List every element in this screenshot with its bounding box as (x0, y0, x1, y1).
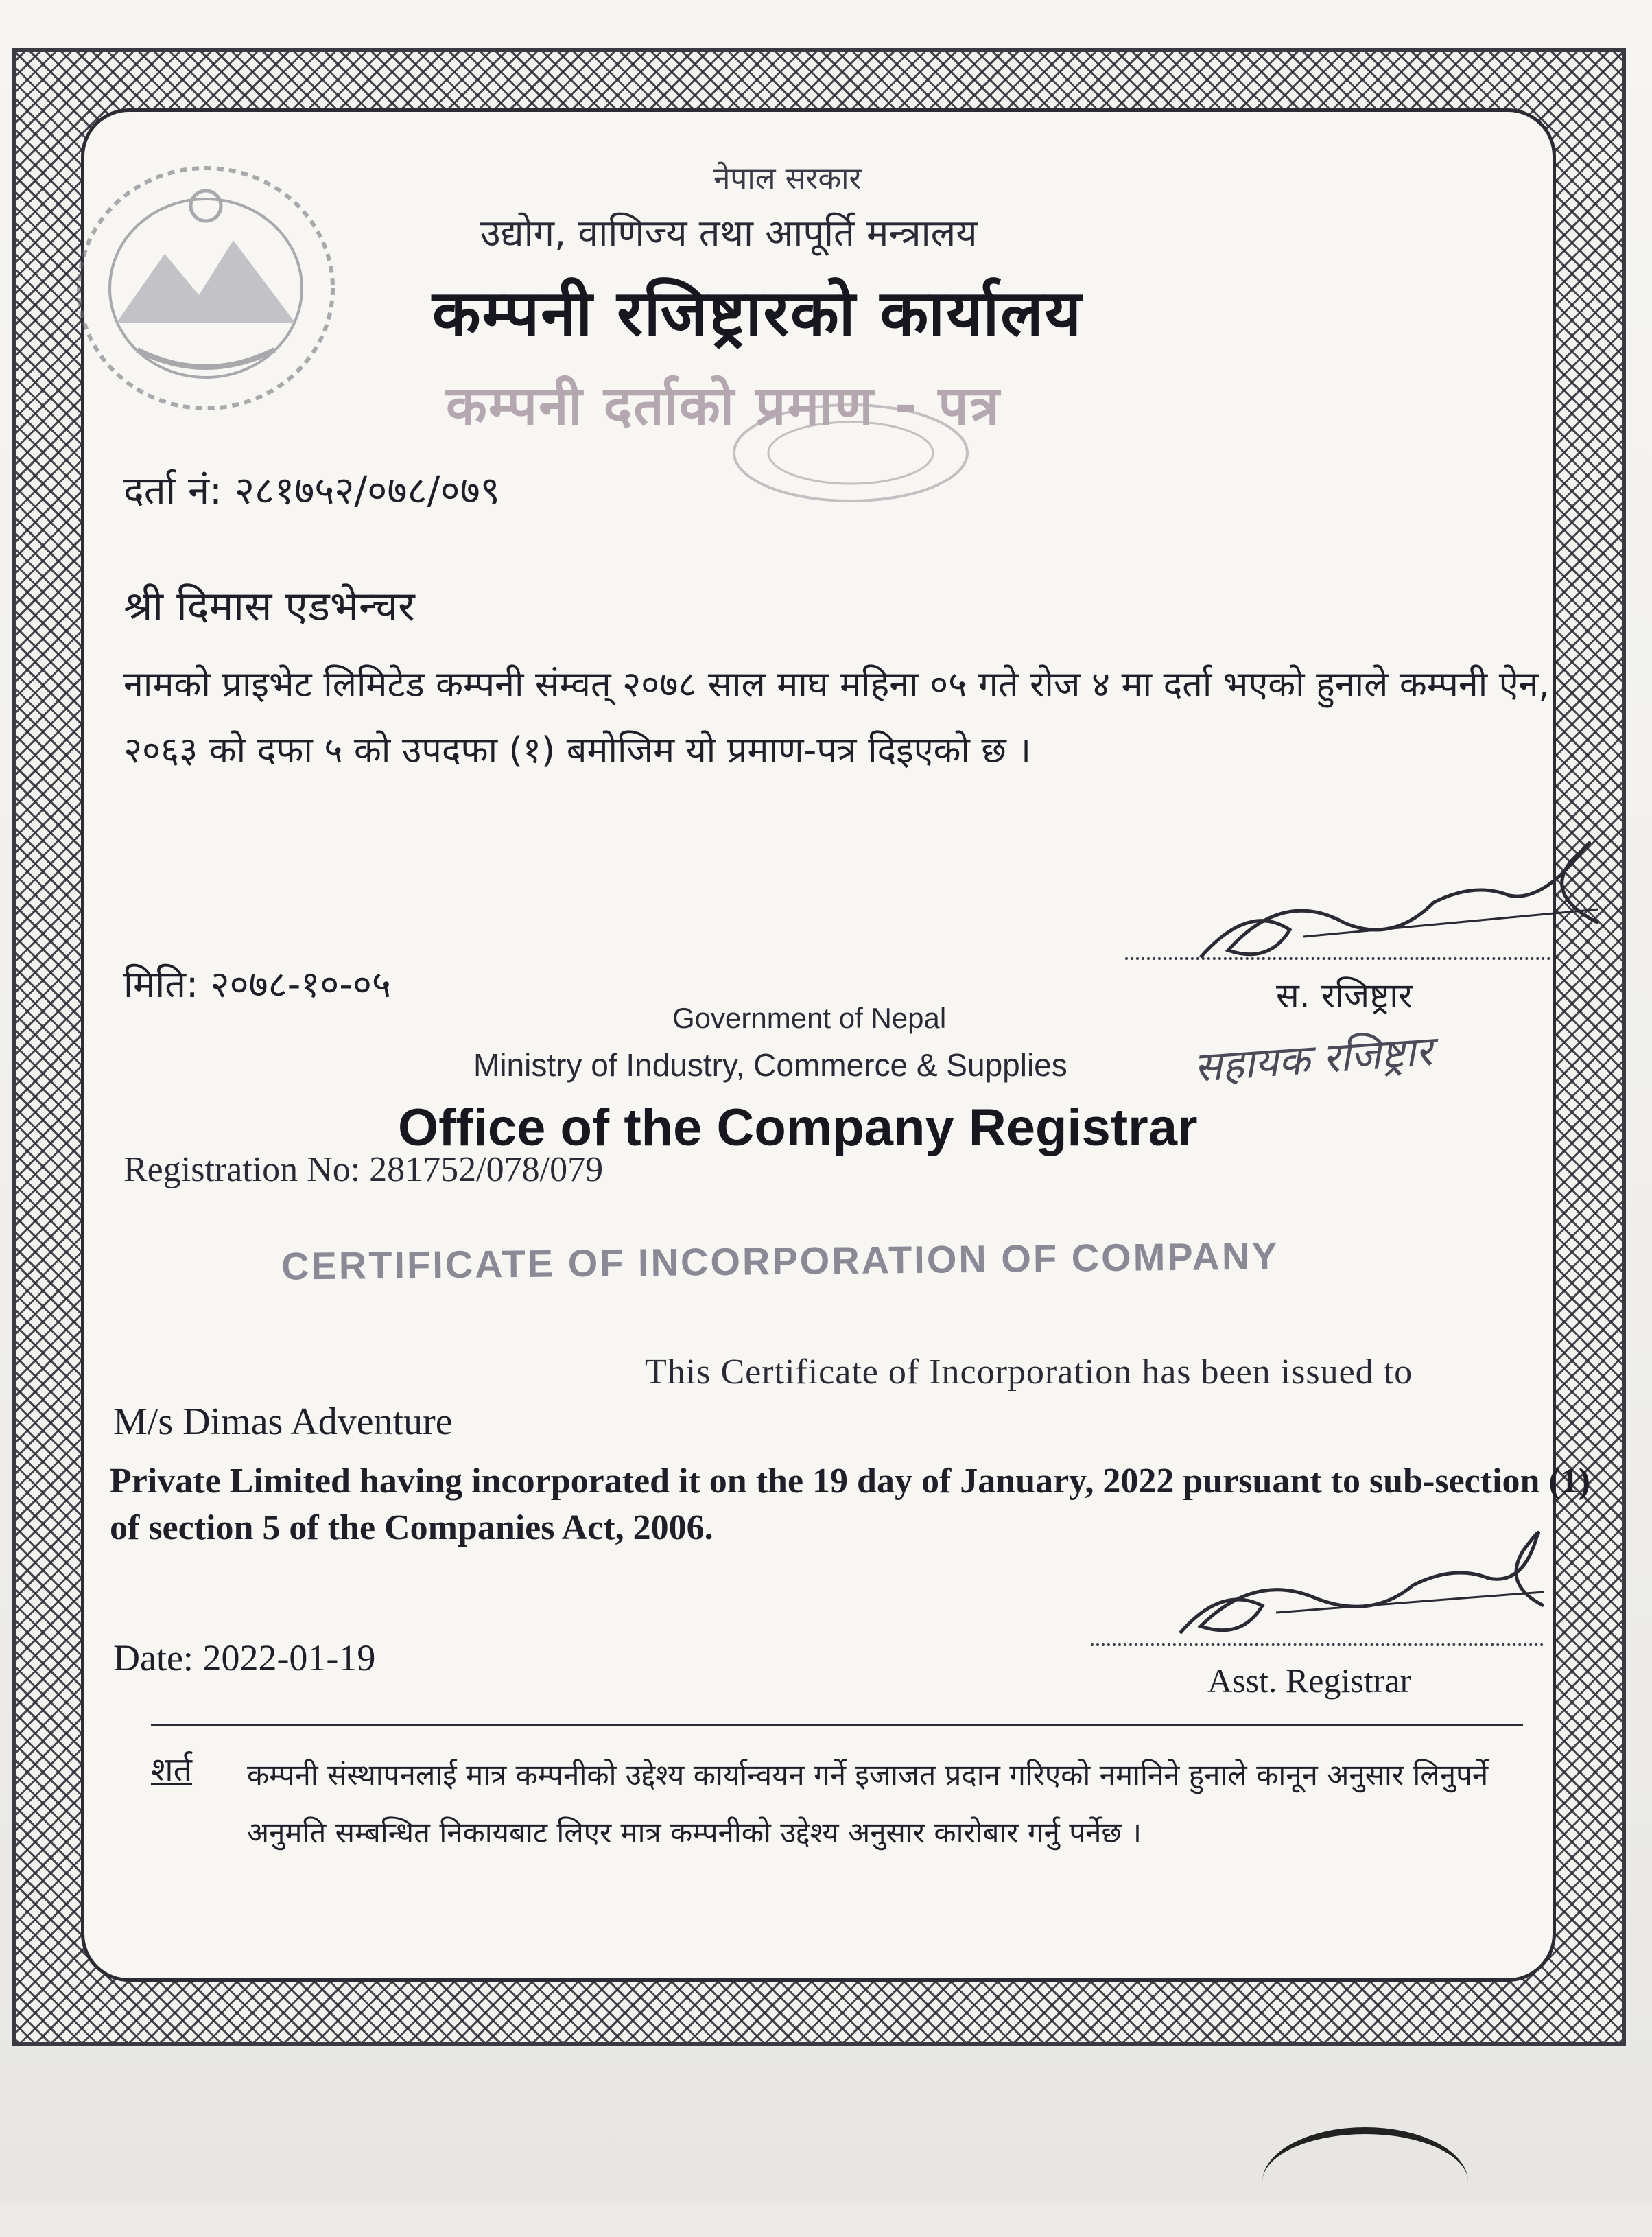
company-name-en: M/s Dimas Adventure (113, 1401, 453, 1443)
page-corner-shadow (1262, 2127, 1468, 2237)
registrar-signature-np (1187, 820, 1612, 985)
condition-label: शर्त (151, 1750, 193, 1789)
issue-date-en: Date: 2022-01-19 (113, 1637, 376, 1678)
company-name-np: श्री दिमास एडभेन्चर (123, 583, 415, 631)
registration-number-en: Registration No: 281752/078/079 (123, 1150, 604, 1189)
office-title-np: कम्पनी रजिष्ट्रारको कार्यालय (432, 277, 1083, 350)
certificate-title-en: CERTIFICATE OF INCORPORATION OF COMPANY (281, 1234, 1280, 1288)
registration-number-np: दर्ता नं: २८१७५२/०७८/०७९ (123, 469, 500, 513)
issue-date-np: मिति: २०७८-१०-०५ (123, 963, 392, 1006)
signatory-title-en: Asst. Registrar (1207, 1661, 1412, 1700)
registrar-signature-en (1166, 1516, 1550, 1654)
certificate-body-np: नामको प्राइभेट लिमिटेड कम्पनी संम्वत् २०७८ साल माघ महिना ०५ गते रोज ४ मा दर्ता भएको हुनाले कम्पनी ऐन, २०६३ को दफा ५ को उपदफा (१) बमोजिम यो प्रमाण-पत्र दिइएको छ । (123, 664, 1550, 771)
government-title-np: नेपाल सरकार (713, 161, 862, 196)
certificate-body-en: Private Limited having incorporated it on the 19 day of January, 2022 pursuant to sub-section (1) of section 5 of the Companies Act, 2006. (110, 1462, 1591, 1547)
condition-text: कम्पनी संस्थापनलाई मात्र कम्पनीको उद्देश्य कार्यान्वयन गर्ने इजाजत प्रदान गरिएको नमानिने हुनाले कानून अनुसार लिनुपर्ने अनुमति सम्बन्धित निकायबाट लिएर मात्र कम्पनीको उद्देश्य अनुसार कारोबार गर्नु पर्नेछ । (247, 1758, 1489, 1849)
signatory-handwritten-note: सहायक रजिष्ट्रार (1192, 1027, 1434, 1092)
signature-line-en (1091, 1643, 1544, 1646)
government-title-en: Government of Nepal (672, 1002, 947, 1034)
certificate-title-np: कम्पनी दर्ताको प्रमाण - पत्र (446, 375, 1001, 437)
ministry-title-np: उद्योग, वाणिज्य तथा आपूर्ति मन्त्रालय (480, 211, 978, 255)
office-title-en: Office of the Company Registrar (398, 1099, 1198, 1157)
nepal-emblem-icon (62, 151, 350, 425)
ministry-title-en: Ministry of Industry, Commerce & Supplies (473, 1047, 1067, 1083)
signatory-title-np: स. रजिष्ट्रार (1276, 976, 1413, 1016)
issued-statement: This Certificate of Incorporation has been issued to (645, 1352, 1413, 1392)
condition-divider (151, 1724, 1523, 1726)
signature-line-np (1125, 957, 1550, 960)
